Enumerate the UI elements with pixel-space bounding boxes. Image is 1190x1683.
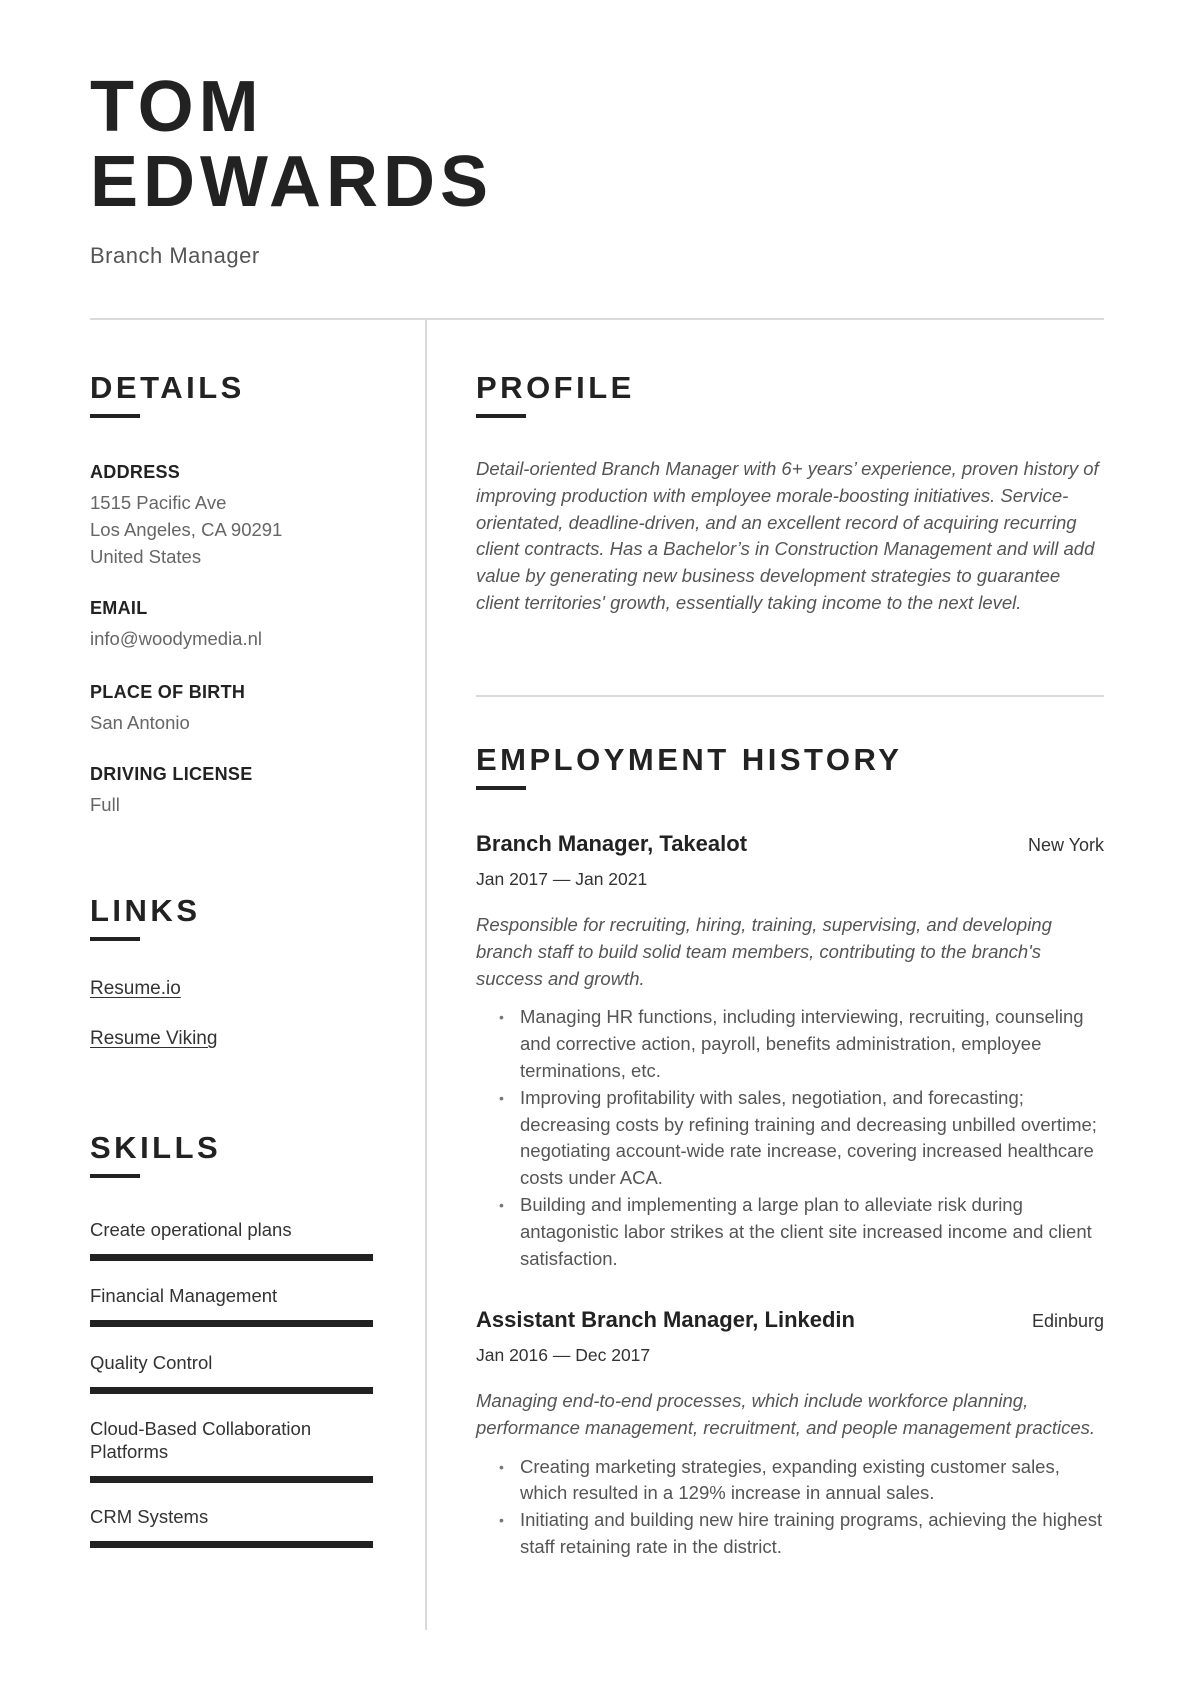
job-location: New York: [1027, 835, 1104, 855]
candidate-name: [90, 67, 494, 222]
skill-name: Quality Control: [90, 1352, 213, 1373]
profile-heading: PROFILE: [476, 370, 635, 405]
driving-license-value: [90, 791, 120, 818]
driving-license-text: Full: [90, 794, 120, 815]
list-item: [476, 1454, 1104, 1508]
link-resume-viking[interactable]: Resume Viking: [90, 1028, 218, 1049]
profile-heading-underline: [476, 414, 526, 418]
email-label: EMAIL: [90, 598, 148, 618]
bullet-icon: •: [499, 1512, 504, 1529]
bullet-icon: •: [499, 1196, 504, 1213]
job-header: [476, 1307, 1104, 1333]
job-dates: Jan 2017 — Jan 2021: [476, 869, 648, 889]
job-achievements: [476, 1454, 1104, 1561]
skill-level-bar: [90, 1541, 373, 1548]
place-of-birth-label: PLACE OF BIRTH: [90, 682, 246, 702]
list-item: [476, 1004, 1104, 1084]
achievement-text: Managing HR functions, including interviewing, recruiting, counseling and corrective action, payroll, benefits administration, employee terminations, etc.: [520, 1006, 1084, 1081]
skill-item: [90, 1417, 350, 1483]
bullet-icon: •: [499, 1089, 504, 1106]
address-value: [90, 489, 282, 570]
email-value: [90, 625, 262, 652]
job-entry: [476, 1307, 1104, 1561]
achievement-text: Building and implementing a large plan to alleviate risk during antagonistic labor strikes at the client site increased income and client satisfaction.: [520, 1193, 1092, 1269]
list-item: [476, 1507, 1104, 1561]
last-name: EDWARDS: [90, 142, 494, 222]
address-line: Los Angeles, CA 90291: [90, 519, 283, 540]
email-address: info@woodymedia.nl: [90, 628, 263, 649]
job-role: Assistant Branch Manager, Linkedin: [476, 1307, 855, 1332]
job-description: Responsible for recruiting, hiring, training, supervising, and developing branch staff to build solid team members, contributing to the branch's success and growth.: [476, 914, 1052, 989]
skill-name: Create operational plans: [90, 1219, 292, 1240]
skill-name: CRM Systems: [90, 1506, 209, 1527]
achievement-text: Improving profitability with sales, negotiation, and forecasting; decreasing costs by refining training and decreasing unbilled overtime; negotiating account-wide rate increase, covering increased healthcare costs under ACA.: [520, 1086, 1097, 1189]
profile-summary: Detail-oriented Branch Manager with 6+ years’ experience, proven history of improving production with employee morale-boosting initiatives. Service- orientated, deadline-driven, and an excellent record of acquiring recurring client contracts. Has a Bachelor’s in Construction Management and will add value by generating new business development strategies to guarantee client territories' growth, essentially taking income to the next level.: [476, 458, 1099, 613]
profile-divider: [476, 695, 1104, 697]
links-heading: LINKS: [90, 893, 201, 928]
skill-item: [90, 1505, 373, 1548]
place-of-birth-value: [90, 709, 190, 736]
skills-heading-underline: [90, 1174, 140, 1178]
employment-heading: EMPLOYMENT HISTORY: [476, 742, 903, 777]
job-entry: [476, 831, 1104, 1272]
address-label: ADDRESS: [90, 462, 181, 482]
job-title: Branch Manager: [90, 243, 260, 268]
place-of-birth-text: San Antonio: [90, 712, 190, 733]
skill-level-bar: [90, 1476, 373, 1483]
driving-license-label: DRIVING LICENSE: [90, 764, 253, 784]
job-achievements: [476, 1004, 1104, 1272]
bullet-icon: •: [499, 1009, 504, 1026]
details-heading-underline: [90, 414, 140, 418]
job-role: Branch Manager, Takealot: [476, 831, 748, 856]
column-divider: [425, 318, 427, 1630]
job-dates: Jan 2016 — Dec 2017: [476, 1345, 651, 1365]
achievement-text: Creating marketing strategies, expanding existing customer sales, which resulted in a 129% increase in annual sales.: [520, 1455, 1060, 1504]
skill-level-bar: [90, 1387, 373, 1394]
skill-item: [90, 1284, 373, 1327]
skill-name: Financial Management: [90, 1285, 278, 1306]
achievement-text: Initiating and building new hire training programs, achieving the highest staff retaining rate in the district.: [520, 1509, 1103, 1557]
skill-level-bar: [90, 1254, 373, 1261]
job-header: [476, 831, 1104, 857]
list-item: [476, 1192, 1104, 1272]
skill-name: Cloud-Based Collaboration Platforms: [90, 1418, 312, 1462]
address-line: United States: [90, 546, 202, 567]
skill-level-bar: [90, 1320, 373, 1327]
list-item: [476, 1085, 1104, 1192]
skills-heading: SKILLS: [90, 1130, 222, 1165]
skill-item: [90, 1218, 373, 1261]
job-location: Edinburg: [1031, 1311, 1104, 1331]
employment-heading-underline: [476, 786, 526, 790]
first-name: TOM: [90, 67, 264, 147]
link-resume-io[interactable]: Resume.io: [90, 978, 181, 999]
bullet-icon: •: [499, 1458, 504, 1475]
skill-item: [90, 1351, 373, 1394]
address-line: 1515 Pacific Ave: [90, 492, 227, 513]
details-heading: DETAILS: [90, 370, 245, 405]
links-heading-underline: [90, 937, 140, 941]
header-divider: [90, 318, 1104, 320]
job-description: Managing end-to-end processes, which include workforce planning, performance management, recruitment, and people management practices.: [476, 1390, 1096, 1438]
